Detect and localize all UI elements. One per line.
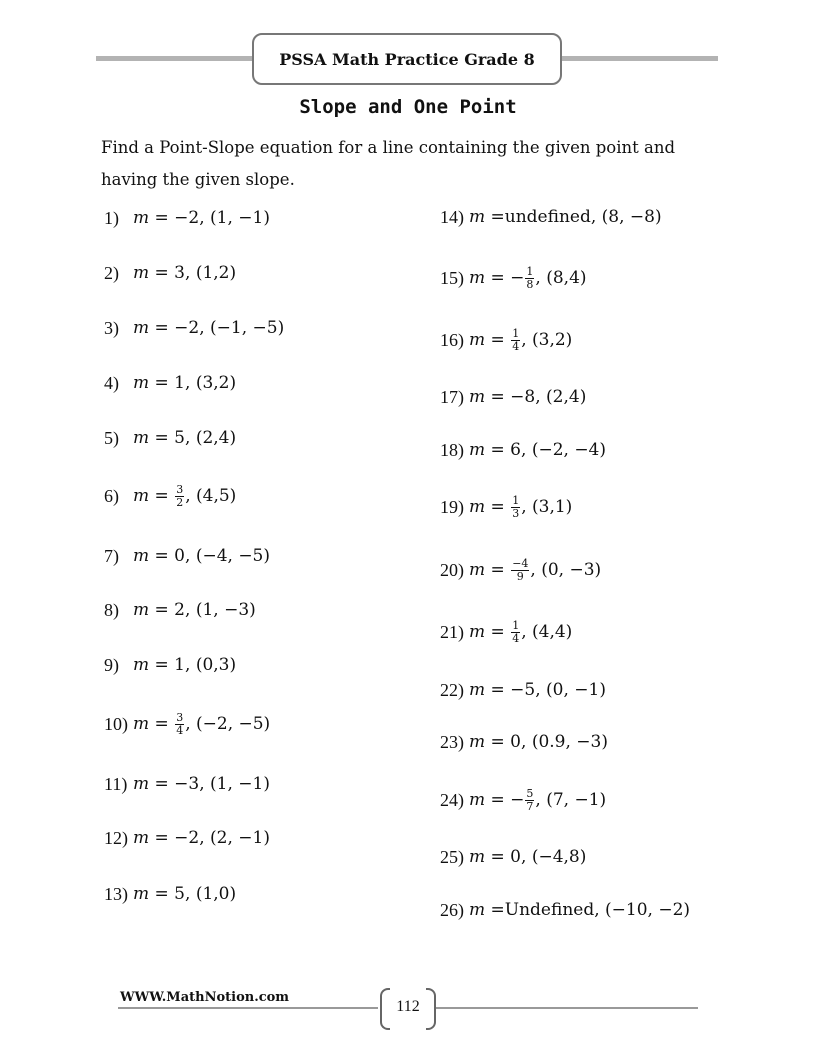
point-value: (2, −1) [210,828,270,848]
problem-expression [469,558,601,583]
fraction-numerator: −4 [512,556,529,570]
slope-value: =undefined, [485,207,602,227]
problem-item [440,896,690,924]
fraction-denominator: 3 [512,506,520,520]
problem-expression [133,318,284,338]
footer-rule-left [118,1007,378,1009]
slope-variable: m [133,318,150,338]
problem-number: 9) [104,654,119,675]
problem-item [104,880,236,908]
problem-expression [469,900,690,920]
page-number-text: 112 [396,998,420,1015]
slope-variable: m [133,655,150,675]
point-value: (2,4) [195,428,237,448]
problem-expression [469,387,586,407]
slope-value: = −2, [149,828,211,848]
problem-expression [133,600,256,620]
slope-fraction [175,484,184,509]
slope-value: = 0, [485,732,532,752]
point-value: (0,3) [195,655,237,675]
slope-value: = 6, [485,440,532,460]
slope-value: = 1, [149,655,196,675]
problem-item [440,383,586,411]
point-value: (−10, −2) [605,900,691,920]
header-title: PSSA Math Practice Grade 8 [252,33,562,85]
slope-value: = 0, [149,546,196,566]
point-value: , (4,5) [185,485,237,506]
slope-variable: m [469,847,486,867]
slope-value: = 1, [149,373,196,393]
slope-variable: m [133,884,150,904]
slope-variable: m [133,546,150,566]
slope-value: = 5, [149,884,196,904]
problem-expression [469,788,606,813]
fraction-numerator: 3 [176,482,184,496]
point-value: (8, −8) [601,207,662,227]
problem-item [440,728,608,756]
problem-item [440,493,572,521]
slope-variable: m [469,680,486,700]
problem-expression [133,484,236,509]
problem-item [104,259,236,287]
slope-value: = −2, [149,318,211,338]
problem-number: 21) [440,621,464,642]
problem-item [440,556,601,584]
point-value: , (8,4) [535,267,587,288]
fraction-denominator: 4 [176,723,184,737]
problem-number: 20) [440,559,464,580]
problem-item [440,786,606,814]
slope-fraction [511,558,529,583]
fraction-numerator: 5 [526,786,534,800]
point-value: , (3,2) [521,329,573,350]
problem-expression [469,847,586,867]
fraction-denominator: 4 [512,631,520,645]
point-value: (1, −1) [210,774,270,794]
fraction-denominator: 2 [176,495,184,509]
slope-variable: m [469,789,486,810]
fraction-numerator: 1 [512,493,520,507]
point-value: (−4, −5) [195,546,271,566]
slope-variable: m [133,208,150,228]
problem-expression [133,428,236,448]
fraction-numerator: 3 [176,710,184,724]
problem-expression [469,207,662,227]
slope-variable: m [133,428,150,448]
slope-variable: m [469,559,486,580]
problem-expression [133,373,236,393]
problem-number: 17) [440,386,464,407]
problem-number: 16) [440,329,464,350]
slope-value: = [149,485,175,506]
page-number [380,988,436,1026]
slope-variable: m [133,263,150,283]
page-brace-right [426,988,436,1030]
problem-item [104,369,236,397]
slope-variable: m [469,900,486,920]
problem-expression [133,774,270,794]
problem-number: 12) [104,827,128,848]
page-brace-left [380,988,390,1030]
problem-number: 18) [440,439,464,460]
slope-variable: m [133,774,150,794]
point-value: , (4,4) [521,621,573,642]
fraction-numerator: 1 [512,326,520,340]
instructions: Find a Point-Slope equation for a line containing the given point and having the given slope. [101,138,676,189]
header-rule-left [96,56,254,61]
problem-number: 14) [440,206,464,227]
problem-number: 4) [104,372,119,393]
problem-expression [469,680,606,700]
slope-fraction [525,788,534,813]
slope-value: = 3, [149,263,196,283]
problem-item [104,482,236,510]
problem-expression [469,495,572,520]
fraction-numerator: 1 [526,264,534,278]
problem-number: 10) [104,713,128,734]
problem-item [104,770,270,798]
problem-number: 25) [440,846,464,867]
footer-site: WWW.MathNotion.com [120,990,290,1005]
problem-expression [133,208,270,228]
problem-number: 26) [440,899,464,920]
problem-number: 23) [440,731,464,752]
problem-number: 7) [104,545,119,566]
slope-variable: m [469,329,486,350]
slope-value: = −3, [149,774,211,794]
slope-fraction [525,266,534,291]
problem-item [104,204,270,232]
slope-fraction [511,328,520,353]
problem-item [440,203,662,231]
slope-variable: m [469,387,486,407]
slope-value: = [485,621,511,642]
problem-number: 5) [104,427,119,448]
slope-value: = 2, [149,600,196,620]
problem-number: 24) [440,789,464,810]
problem-item [104,314,284,342]
problem-number: 19) [440,496,464,517]
problem-item [440,618,572,646]
worksheet-title: Slope and One Point [299,96,517,118]
problem-expression [133,884,236,904]
problem-item [440,436,606,464]
problem-expression [133,546,270,566]
problem-expression [469,620,572,645]
problem-item [104,824,270,852]
slope-variable: m [133,600,150,620]
slope-variable: m [469,621,486,642]
point-value: (1, −3) [195,600,256,620]
slope-fraction [175,712,184,737]
slope-fraction [511,620,520,645]
slope-value: = −8, [485,387,547,407]
problem-item [104,596,256,624]
header-rule-right [561,56,718,61]
problem-item [440,326,572,354]
slope-fraction [511,495,520,520]
problem-number: 1) [104,207,119,228]
problem-number: 6) [104,485,119,506]
fraction-denominator: 9 [516,569,524,583]
point-value: , (0, −3) [530,559,602,580]
point-value: (1, −1) [210,208,270,228]
problem-expression [469,440,606,460]
problem-item [104,710,270,738]
slope-value: = 5, [149,428,196,448]
slope-variable: m [133,373,150,393]
problem-expression [469,732,608,752]
problem-number: 8) [104,599,119,620]
point-value: , (3,1) [521,496,573,517]
slope-value: = [149,713,175,734]
slope-value: = [485,329,511,350]
problem-item [440,264,587,292]
problem-number: 11) [104,773,128,794]
fraction-denominator: 8 [526,277,534,291]
slope-variable: m [469,732,486,752]
slope-variable: m [469,496,486,517]
point-value: (0.9, −3) [531,732,608,752]
slope-value: =Undefined, [485,900,606,920]
point-value: (3,2) [195,373,237,393]
problem-item [104,542,270,570]
slope-value: = [485,559,511,580]
problem-item [440,843,586,871]
point-value: , (−2, −5) [185,713,271,734]
fraction-numerator: 1 [512,618,520,632]
slope-value: = − [485,267,525,288]
point-value: (−4,8) [531,847,587,867]
point-value: (1,2) [195,263,237,283]
problem-number: 2) [104,262,119,283]
point-value: , (7, −1) [535,789,607,810]
slope-value: = 0, [485,847,532,867]
point-value: (−1, −5) [210,318,285,338]
slope-variable: m [133,713,150,734]
point-value: (0, −1) [546,680,606,700]
slope-variable: m [469,267,486,288]
slope-value: = [485,496,511,517]
slope-variable: m [133,828,150,848]
footer-rule-right [434,1007,698,1009]
fraction-denominator: 7 [526,799,534,813]
problem-expression [469,266,587,291]
problem-expression [133,828,270,848]
problem-number: 15) [440,267,464,288]
problem-number: 22) [440,679,464,700]
problem-expression [133,263,236,283]
problem-item [104,424,236,452]
slope-variable: m [133,485,150,506]
problem-item [104,651,236,679]
problem-number: 13) [104,883,128,904]
problem-expression [469,328,572,353]
slope-variable: m [469,207,486,227]
fraction-denominator: 4 [512,339,520,353]
slope-variable: m [469,440,486,460]
problem-expression [133,712,270,737]
point-value: (1,0) [195,884,237,904]
problem-number: 3) [104,317,119,338]
slope-value: = −2, [149,208,211,228]
point-value: (2,4) [546,387,587,407]
slope-value: = − [485,789,525,810]
problem-item [440,676,606,704]
problem-expression [133,655,236,675]
point-value: (−2, −4) [531,440,607,460]
slope-value: = −5, [485,680,547,700]
